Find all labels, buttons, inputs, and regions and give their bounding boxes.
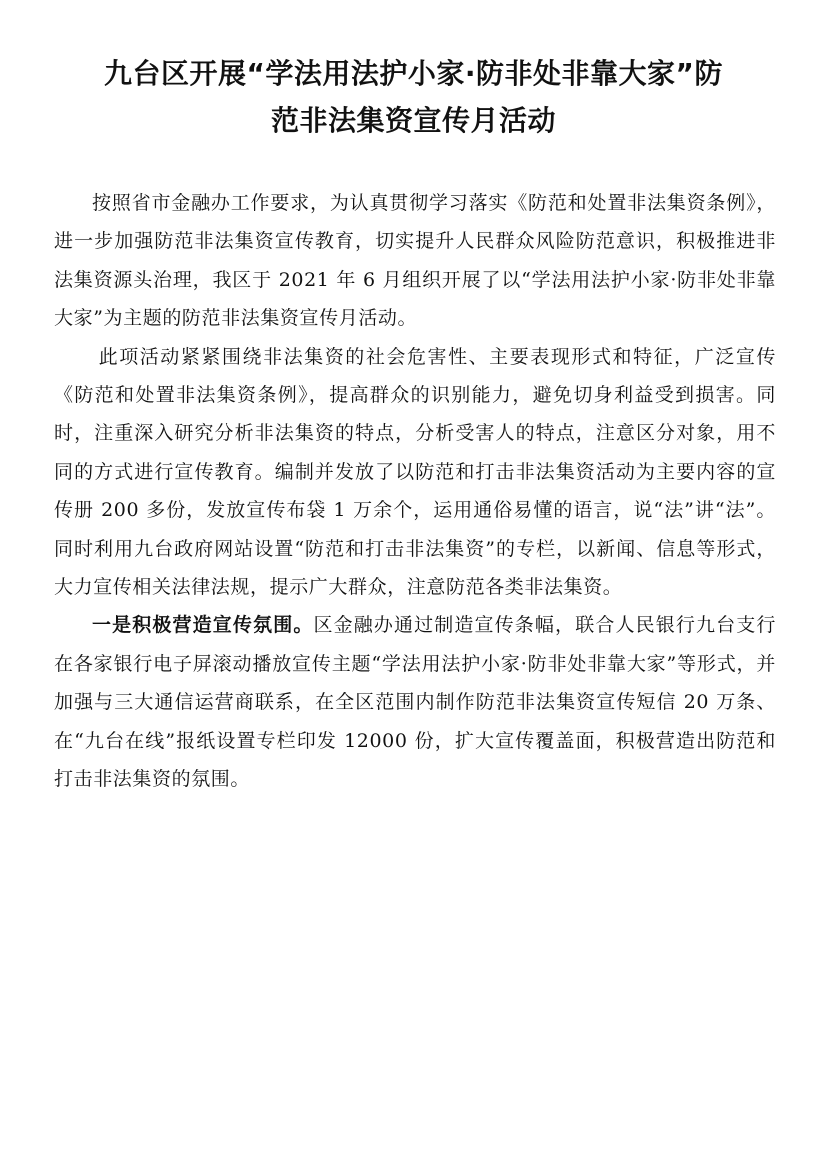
paragraph-first-measure (54, 606, 776, 798)
paragraph-activity: 此项活动紧紧围绕非法集资的社会危害性、主要表现形式和特征，广泛宣传《防范和处置非法集资条例》，提高群众的识别能力，避免切身利益受到损害。同时，注重深入研究分析非法集资的特点，分析受害人的特点，注意区分对象，用不同的方式进行宣传教育。编制并发放了以防范和打击非法集资活动为主要内容的宣传册 200 多份，发放宣传布袋 1 万余个，运用通俗易懂的语言，说“法”讲“法”。同时利用九台政府网站设置“防范和打击非法集资”的专栏，以新闻、信息等形式，大力宣传相关法律法规，提示广大群众，注意防范各类非法集资。 (54, 345, 776, 599)
title-line-1: 九台区开展“学法用法护小家·防非处非靠大家”防 (104, 57, 723, 90)
paragraph-intro: 按照省市金融办工作要求，为认真贯彻学习落实《防范和处置非法集资条例》，进一步加强防范非法集资宣传教育，切实提升人民群众风险防范意识，积极推进非法集资源头治理，我区于 2021 年 6 月组织开展了以“学法用法护小家·防非处非靠大家”为主题的防范非法集资宣传月活动。 (54, 192, 776, 330)
document-title (40, 50, 787, 144)
paragraph-first-measure-text: 区金融办通过制造宣传条幅，联合人民银行九台支行在各家银行电子屏滚动播放宣传主题“学法用法护小家·防非处非靠大家”等形式，并加强与三大通信运营商联系，在全区范围内制作防范非法集资宣传短信 20 万条、在“九台在线”报纸设置专栏印发 12000 份，扩大宣传覆盖面，积极营造出防范和打击非法集资的氛围。 (54, 614, 776, 791)
paragraph-lead-heading: 一是积极营造宣传氛围。 (92, 614, 314, 637)
title-line-2: 范非法集资宣传月活动 (270, 104, 556, 137)
document-body (54, 184, 776, 799)
